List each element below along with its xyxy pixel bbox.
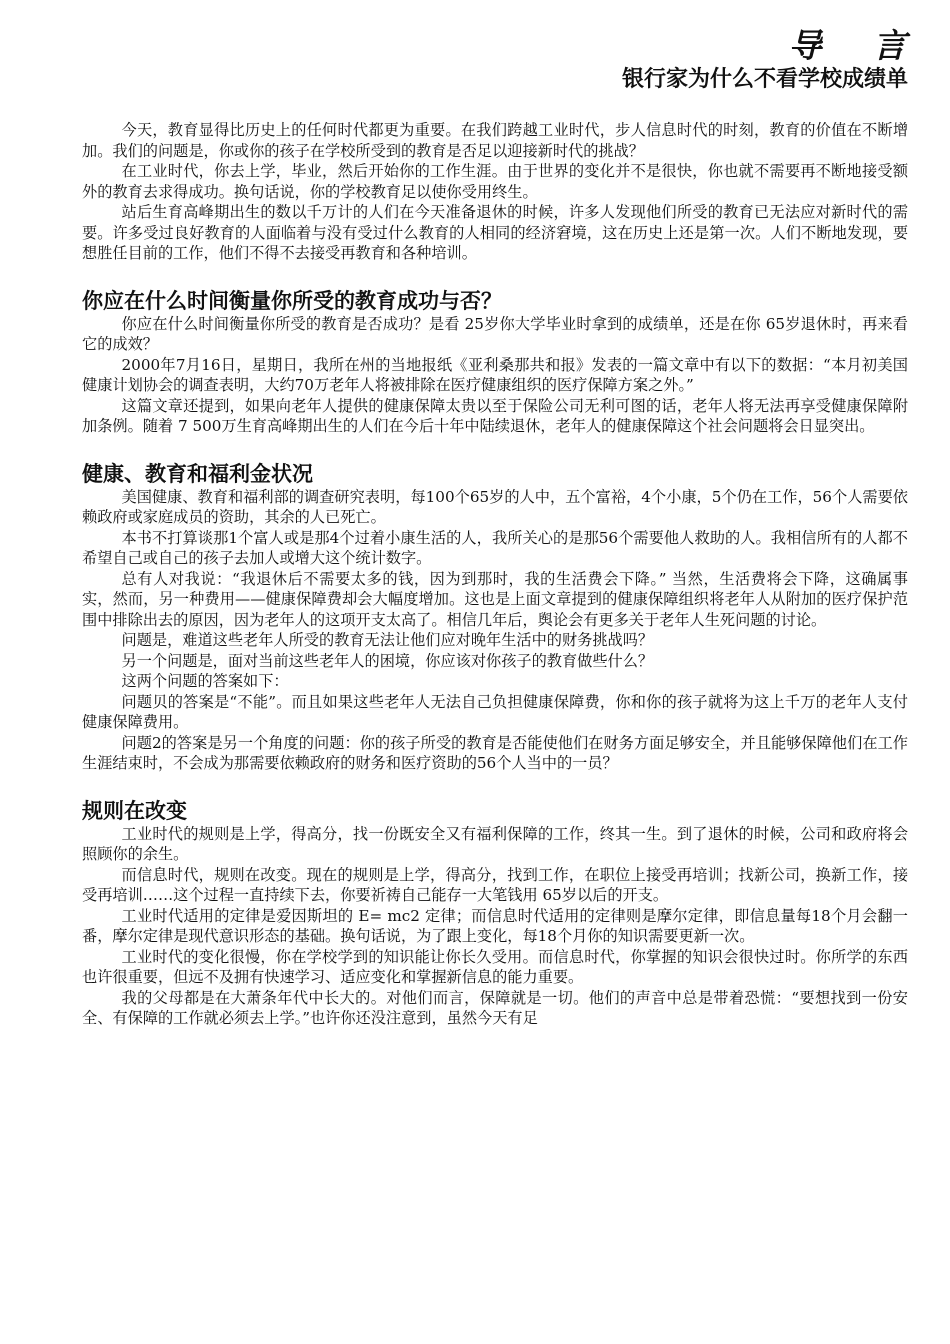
intro-section bbox=[82, 120, 908, 264]
paragraph: 总有人对我说：“我退休后不需要太多的钱，因为到那时，我的生活费会下降。” 当然，生活费将会下降，这确属事实，然而，另一种费用——健康保障费却会大幅度增加。这也是上面文章提到的健康保障组织将老年人从附加的医疗保护范围中排除出去的原因，因为老年人的这项开支太高了。相信几年后，舆论会有更多关于老年人生死问题的讨论。 bbox=[82, 569, 908, 629]
paragraph: 工业时代的规则是上学，得高分，找一份既安全又有福利保障的工作，终其一生。到了退休的时候，公司和政府将会照顾你的余生。 bbox=[82, 824, 908, 863]
paragraph: 你应在什么时间衡量你所受的教育是否成功？是看 25岁你大学毕业时拿到的成绩单，还是在你 65岁退休时，再来看它的成效？ bbox=[82, 314, 908, 353]
chapter-subtitle: 银行家为什么不看学校成绩单 bbox=[621, 67, 908, 92]
paragraph: 美国健康、教育和福利部的调查研究表明，每100个65岁的人中，五个富裕，4个小康，5个仍在工作，56个人需要依赖政府或家庭成员的资助，其余的人已死亡。 bbox=[82, 487, 908, 526]
section-heading: 健康、教育和福利金状况 bbox=[82, 461, 313, 486]
paragraph: 今天，教育显得比历史上的任何时代都更为重要。在我们跨越工业时代，步人信息时代的时刻，教育的价值在不断增加。我们的问题是，你或你的孩子在学校所受到的教育是否足以迎接新时代的挑战？ bbox=[82, 121, 908, 160]
paragraph: 工业时代的变化很慢，你在学校学到的知识能让你长久受用。而信息时代，你掌握的知识会很快过时。你所学的东西也许很重要，但远不及拥有快速学习、适应变化和掌握新信息的能力重要。 bbox=[82, 947, 908, 986]
chapter-title: 导 言 bbox=[788, 26, 926, 65]
paragraph: 我的父母都是在大萧条年代中长大的。对他们而言，保障就是一切。他们的声音中总是带着恐慌：“要想找到一份安全、有保障的工作就必须去上学。”也许你还没注意到，虽然今天有足 bbox=[82, 988, 908, 1027]
section-heading: 规则在改变 bbox=[82, 798, 187, 823]
paragraph: 这篇文章还提到，如果向老年人提供的健康保障太贵以至于保险公司无利可图的话，老年人将无法再享受健康保障附加条例。随着 7 500万生育高峰期出生的人们在今后十年中陆续退休，老年人的健康保障这个社会问题将会日显突出。 bbox=[82, 396, 908, 435]
paragraph: 站后生育高峰期出生的数以千万计的人们在今天准备退休的时候，许多人发现他们所受的教育已无法应对新时代的需要。许多受过良好教育的人面临着与没有受过什么教育的人相同的经济窘境，这在历史上还是第一次。人们不断地发现，要想胜任目前的工作，他们不得不去接受再教育和各种培训。 bbox=[82, 203, 908, 262]
section-heading: 你应在什么时间衡量你所受的教育成功与否？ bbox=[82, 288, 502, 313]
section-rules-changing bbox=[82, 798, 908, 1029]
paragraph: 工业时代适用的定律是爱因斯坦的 E= mc2 定律；而信息时代适用的定律则是摩尔定律，即信息量每18个月会翻一番，摩尔定律是现代意识形态的基础。换句话说，为了跟上变化，每18个月你的知识需要更新一次。 bbox=[82, 906, 908, 945]
paragraph: 在工业时代，你去上学，毕业，然后开始你的工作生涯。由于世界的变化并不是很快，你也就不需要再不断地接受额外的教育去求得成功。换句话说，你的学校教育足以使你受用终生。 bbox=[82, 162, 908, 201]
section-education-timing bbox=[82, 288, 908, 437]
paragraph: 这两个问题的答案如下： bbox=[121, 672, 289, 690]
paragraph: 问题2的答案是另一个角度的问题：你的孩子所受的教育是否能使他们在财务方面足够安全，并且能够保障他们在工作生涯结束时，不会成为那需要依赖政府的财务和医疗资助的56个人当中的一员？ bbox=[82, 733, 908, 772]
document-page bbox=[82, 26, 926, 1029]
paragraph: 而信息时代，规则在改变。现在的规则是上学，得高分，找到工作，在职位上接受再培训；找新公司，换新工作，接受再培训……这个过程一直持续下去，你要祈祷自己能存一大笔钱用 65岁以后的开支。 bbox=[82, 865, 908, 904]
section-health-education-welfare bbox=[82, 461, 908, 774]
paragraph: 问题是，难道这些老年人所受的教育无法让他们应对晚年生活中的财务挑战吗？ bbox=[121, 631, 654, 649]
paragraph: 另一个问题是，面对当前这些老年人的困境，你应该对你孩子的教育做些什么？ bbox=[121, 651, 654, 670]
paragraph: 问题贝的答案是“不能”。而且如果这些老年人无法自己负担健康保障费，你和你的孩子就将为这上千万的老年人支付健康保障费用。 bbox=[82, 692, 908, 731]
paragraph: 本书不打算谈那1个富人或是那4个过着小康生活的人，我所关心的是那56个需要他人救助的人。我相信所有的人都不希望自己或自己的孩子去加人或增大这个统计数字。 bbox=[82, 528, 908, 567]
paragraph: 2000年7月16日，星期日，我所在州的当地报纸《亚利桑那共和报》发表的一篇文章中有以下的数据：“本月初美国健康计划协会的调查表明，大约70万老年人将被排除在医疗健康组织的医疗保障方案之外。” bbox=[82, 355, 908, 394]
